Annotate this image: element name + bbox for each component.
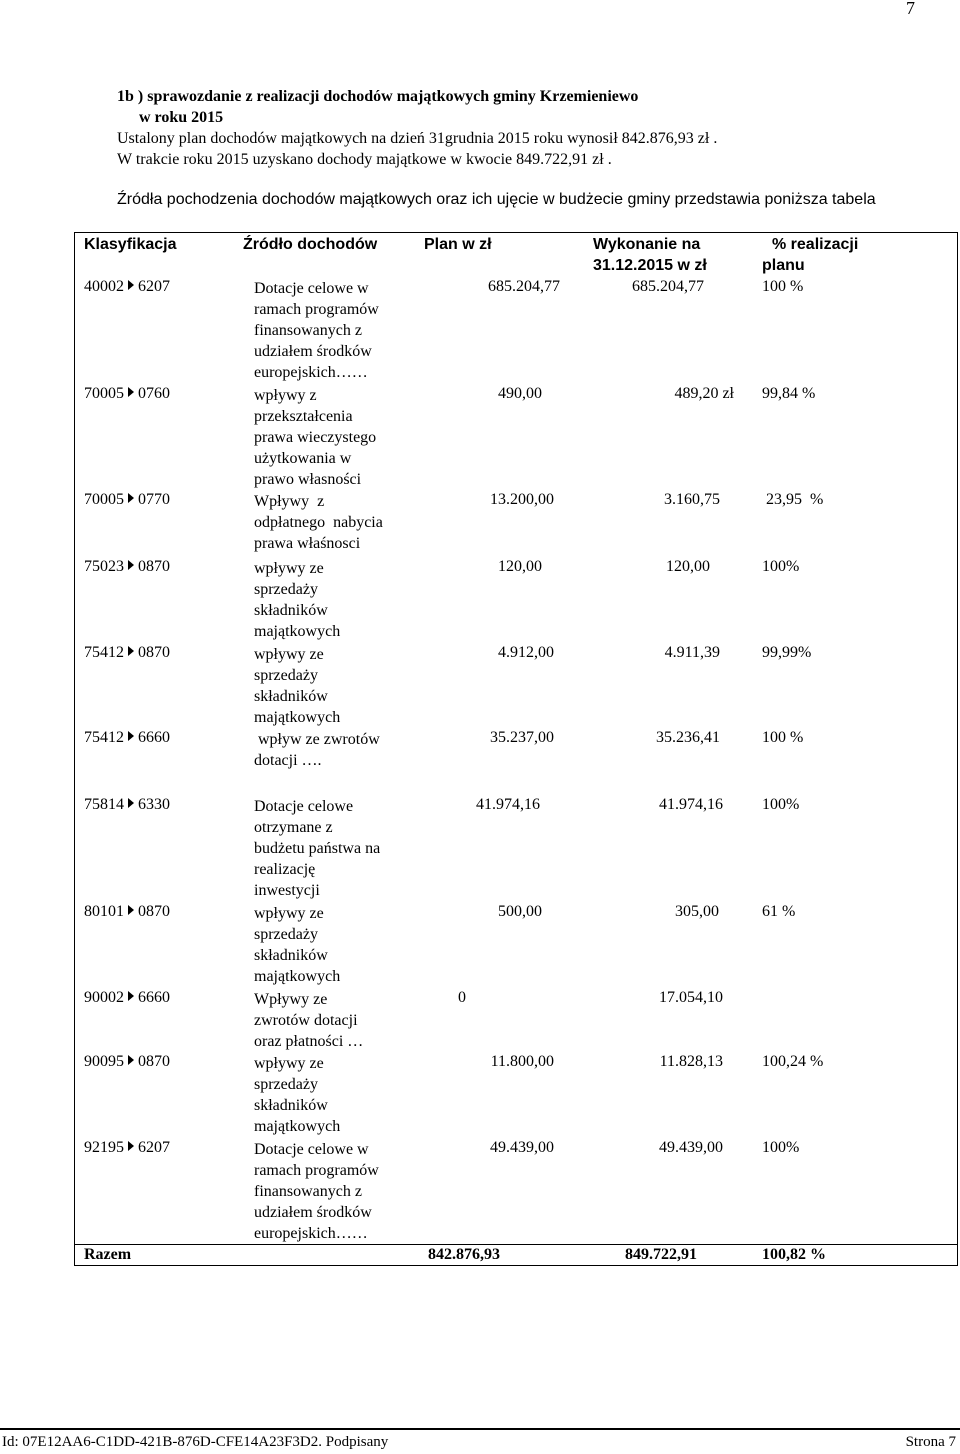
- chapter-code: 75412: [84, 729, 124, 746]
- row-classification: [84, 989, 170, 1007]
- source-line: otrzymane z: [254, 819, 333, 836]
- row-execution: 685.204,77: [632, 278, 704, 295]
- arrow-icon: [128, 731, 134, 741]
- chapter-code: 75412: [84, 644, 124, 661]
- source-line: Wpływy ze: [254, 991, 328, 1008]
- arrow-icon: [128, 905, 134, 915]
- row-source: [254, 1053, 340, 1137]
- report-heading-line1: 1b ) sprawozdanie z realizacji dochodów majątkowych gminy Krzemieniewo: [117, 88, 639, 105]
- source-line: finansowanych z: [254, 1183, 362, 1200]
- paragraph-code: 0770: [138, 491, 170, 508]
- footer-page-label: Strona 7: [905, 1434, 956, 1450]
- row-classification: [84, 644, 170, 662]
- source-line: finansowanych z: [254, 322, 362, 339]
- paragraph-code: 0870: [138, 903, 170, 920]
- total-execution: 849.722,91: [625, 1246, 697, 1263]
- arrow-icon: [128, 387, 134, 397]
- row-source: [254, 796, 380, 901]
- source-line: przekształcenia: [254, 408, 353, 425]
- total-realization: 100,82 %: [762, 1246, 826, 1263]
- source-line: składników: [254, 1097, 328, 1114]
- row-classification: [84, 385, 170, 403]
- chapter-code: 70005: [84, 491, 124, 508]
- source-line: majątkowych: [254, 623, 341, 640]
- row-realization: 100%: [762, 796, 800, 813]
- chapter-code: 70005: [84, 385, 124, 402]
- report-heading-line2: w roku 2015: [139, 109, 224, 126]
- source-line: budżetu państwa na: [254, 840, 381, 857]
- row-realization: 99,99%: [762, 644, 812, 661]
- chapter-code: 75814: [84, 796, 124, 813]
- row-execution: 3.160,75: [664, 491, 720, 508]
- total-label: Razem: [84, 1246, 132, 1263]
- row-realization: 100%: [762, 1139, 800, 1156]
- document-id: Id: 07E12AA6-C1DD-421B-876D-CFE14A23F3D2. Podpisany: [2, 1434, 389, 1450]
- row-execution: 35.236,41: [656, 729, 720, 746]
- row-plan: 35.237,00: [490, 729, 554, 746]
- arrow-icon: [128, 646, 134, 656]
- source-line: sprzedaży: [254, 667, 318, 684]
- row-classification: [84, 729, 170, 747]
- source-line: prawo własności: [254, 471, 362, 488]
- source-line: inwestycji: [254, 882, 320, 899]
- row-classification: [84, 903, 170, 921]
- arrow-icon: [128, 280, 134, 290]
- row-execution: 17.054,10: [659, 989, 723, 1006]
- header-execution-line2: 31.12.2015 w zł: [593, 257, 707, 274]
- source-line: majątkowych: [254, 968, 341, 985]
- chapter-code: 90095: [84, 1053, 124, 1070]
- row-execution: 4.911,39: [664, 644, 720, 661]
- source-line: prawa właśnosci: [254, 535, 361, 552]
- source-line: majątkowych: [254, 709, 341, 726]
- source-line: Dotacje celowe w: [254, 280, 369, 297]
- row-source: [254, 278, 379, 383]
- source-line: prawa wieczystego: [254, 429, 377, 446]
- arrow-icon: [128, 991, 134, 1001]
- row-plan: 11.800,00: [490, 1053, 554, 1070]
- header-plan: Plan w zł: [424, 236, 492, 253]
- chapter-code: 40002: [84, 278, 124, 295]
- source-line: odpłatnego nabycia: [254, 514, 383, 531]
- header-realization-line1: % realizacji: [772, 236, 859, 253]
- row-plan: 500,00: [498, 903, 542, 920]
- source-line: wpływy ze: [254, 646, 324, 663]
- row-source: [254, 903, 340, 987]
- paragraph-code: 6660: [138, 989, 170, 1006]
- header-realization-line2: planu: [762, 257, 805, 274]
- row-source: [254, 385, 376, 490]
- paragraph-code: 6330: [138, 796, 170, 813]
- source-line: europejskich……: [254, 364, 368, 381]
- row-execution: 305,00: [675, 903, 719, 920]
- row-realization: 100%: [762, 558, 800, 575]
- row-execution: 11.828,13: [659, 1053, 723, 1070]
- row-execution: 41.974,16: [659, 796, 723, 813]
- row-source: [254, 729, 380, 771]
- arrow-icon: [128, 560, 134, 570]
- row-classification: [84, 796, 170, 814]
- row-source: [254, 558, 340, 642]
- source-line: składników: [254, 947, 328, 964]
- source-line: udziałem środków: [254, 1204, 372, 1221]
- header-classification: Klasyfikacja: [84, 236, 177, 253]
- row-plan: 490,00: [498, 385, 542, 402]
- source-line: zwrotów dotacji: [254, 1012, 358, 1029]
- source-line: wpływy ze: [254, 905, 324, 922]
- header-execution-line1: Wykonanie na: [593, 236, 701, 253]
- source-line: majątkowych: [254, 1118, 341, 1135]
- arrow-icon: [128, 1055, 134, 1065]
- row-source: [254, 644, 340, 728]
- chapter-code: 92195: [84, 1139, 124, 1156]
- source-line: europejskich……: [254, 1225, 368, 1242]
- source-line: sprzedaży: [254, 1076, 318, 1093]
- source-line: oraz płatności …: [254, 1033, 364, 1050]
- arrow-icon: [128, 798, 134, 808]
- source-line: sprzedaży: [254, 926, 318, 943]
- source-line: Dotacje celowe: [254, 798, 354, 815]
- row-plan: 0: [458, 989, 466, 1006]
- row-realization: 99,84 %: [762, 385, 816, 402]
- row-realization: 100 %: [762, 278, 804, 295]
- row-plan: 13.200,00: [490, 491, 554, 508]
- row-classification: [84, 558, 170, 576]
- source-line: Wpływy z: [254, 493, 325, 510]
- chapter-code: 75023: [84, 558, 124, 575]
- source-line: składników: [254, 602, 328, 619]
- source-line: składników: [254, 688, 328, 705]
- total-row-separator: [74, 1244, 958, 1245]
- source-line: realizację: [254, 861, 316, 878]
- source-line: udziałem środków: [254, 343, 372, 360]
- paragraph-code: 0870: [138, 1053, 170, 1070]
- source-line: wpływy ze: [254, 1055, 324, 1072]
- arrow-icon: [128, 1141, 134, 1151]
- intro-execution-line: W trakcie roku 2015 uzyskano dochody majątkowe w kwocie 849.722,91 zł .: [117, 151, 612, 168]
- source-line: dotacji ….: [254, 752, 322, 769]
- sources-sentence: Źródła pochodzenia dochodów majątkowych oraz ich ujęcie w budżecie gminy przedstawia poniższa tabela: [117, 191, 876, 208]
- source-line: wpływ ze zwrotów: [254, 731, 380, 748]
- intro-plan-line: Ustalony plan dochodów majątkowych na dzień 31grudnia 2015 roku wynosił 842.876,93 zł .: [117, 130, 718, 147]
- row-classification: [84, 491, 170, 509]
- row-realization: 23,95 %: [766, 491, 824, 508]
- row-plan: 120,00: [498, 558, 542, 575]
- header-source: Źródło dochodów: [243, 236, 378, 253]
- total-plan: 842.876,93: [428, 1246, 500, 1263]
- paragraph-code: 0760: [138, 385, 170, 402]
- row-classification: [84, 278, 170, 296]
- row-realization: 61 %: [762, 903, 796, 920]
- footer-rule: [0, 1428, 960, 1430]
- source-line: sprzedaży: [254, 581, 318, 598]
- source-line: ramach programów: [254, 1162, 379, 1179]
- source-line: ramach programów: [254, 301, 379, 318]
- page-number: 7: [906, 0, 915, 18]
- source-line: użytkowania w: [254, 450, 352, 467]
- paragraph-code: 0870: [138, 558, 170, 575]
- row-classification: [84, 1139, 170, 1157]
- source-line: wpływy ze: [254, 560, 324, 577]
- row-classification: [84, 1053, 170, 1071]
- paragraph-code: 0870: [138, 644, 170, 661]
- row-source: [254, 491, 383, 554]
- row-execution: 489,20 zł: [674, 385, 734, 402]
- row-realization: 100,24 %: [762, 1053, 824, 1070]
- row-execution: 49.439,00: [659, 1139, 723, 1156]
- row-plan: 4.912,00: [498, 644, 554, 661]
- row-source: [254, 989, 363, 1052]
- row-source: [254, 1139, 379, 1244]
- row-plan: 41.974,16: [476, 796, 540, 813]
- row-realization: 100 %: [762, 729, 804, 746]
- row-execution: 120,00: [666, 558, 710, 575]
- row-plan: 685.204,77: [488, 278, 560, 295]
- source-line: wpływy z: [254, 387, 317, 404]
- row-plan: 49.439,00: [490, 1139, 554, 1156]
- paragraph-code: 6660: [138, 729, 170, 746]
- paragraph-code: 6207: [138, 278, 170, 295]
- chapter-code: 80101: [84, 903, 124, 920]
- arrow-icon: [128, 493, 134, 503]
- paragraph-code: 6207: [138, 1139, 170, 1156]
- source-line: Dotacje celowe w: [254, 1141, 369, 1158]
- chapter-code: 90002: [84, 989, 124, 1006]
